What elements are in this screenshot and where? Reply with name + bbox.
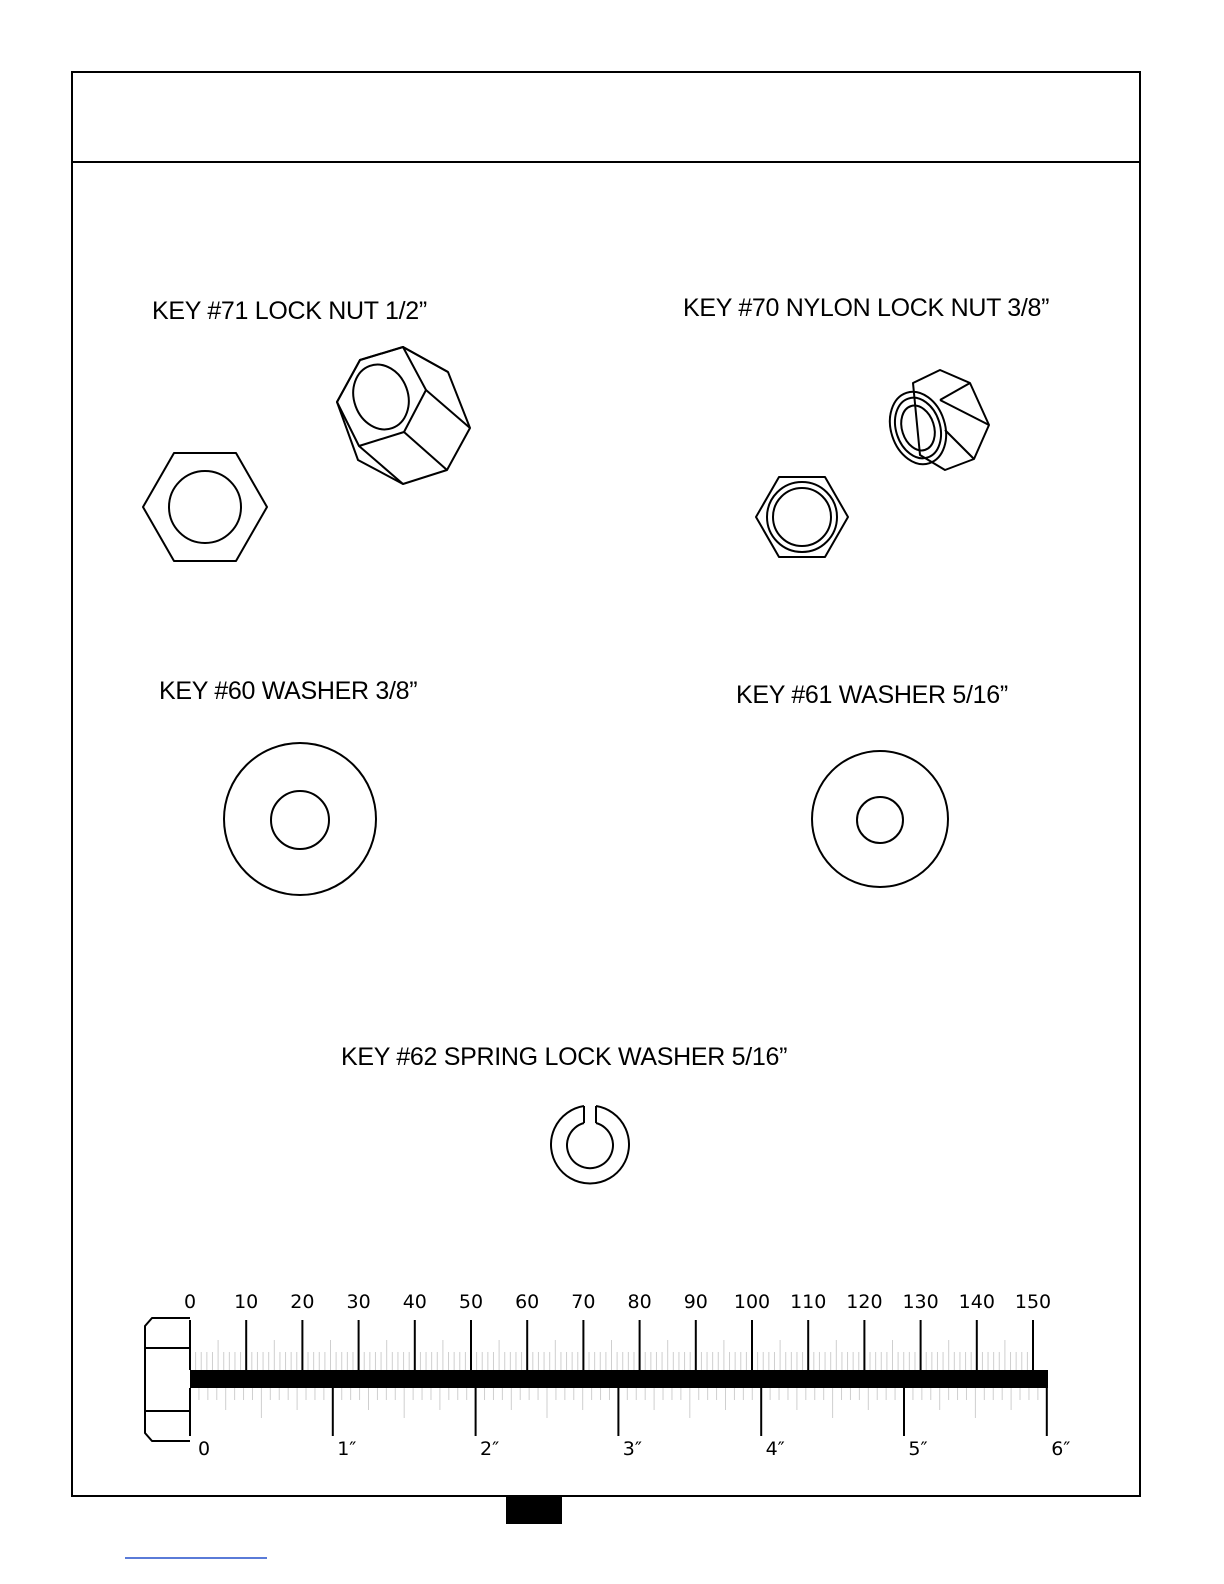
spring-lock-washer-label: KEY #62 SPRING LOCK WASHER 5/16”	[341, 1043, 788, 1071]
nylon-lock-nut-front-icon	[756, 477, 848, 557]
washer-3-8-icon	[224, 743, 376, 895]
lock-nut-iso-icon	[337, 347, 470, 484]
bolt-head-icon	[145, 1318, 190, 1441]
page-number-tab	[506, 1497, 562, 1524]
ruler-inch-labels	[198, 1438, 1070, 1460]
mm-label: 90	[683, 1291, 708, 1313]
mm-label: 140	[958, 1291, 995, 1313]
mm-label: 80	[627, 1291, 652, 1313]
inch-label: 2″	[480, 1438, 500, 1460]
inch-label: 0	[197, 1438, 211, 1460]
mm-label: 150	[1014, 1291, 1052, 1313]
lock-nut-front-icon	[143, 453, 267, 561]
inch-label: 5″	[908, 1438, 928, 1460]
nylon-lock-nut-iso-icon	[881, 370, 989, 472]
mm-label: 30	[346, 1291, 371, 1313]
mm-label: 130	[902, 1291, 939, 1313]
lock-nut-label: KEY #71 LOCK NUT 1/2”	[152, 297, 427, 325]
inch-label: 4″	[765, 1438, 785, 1460]
spring-lock-washer-icon	[551, 1106, 629, 1184]
mm-label: 40	[402, 1291, 427, 1313]
inch-label: 3″	[622, 1438, 642, 1460]
washer-5-16-icon	[812, 751, 948, 887]
ruler-mm-minor-ticks	[196, 1340, 1028, 1370]
mm-label: 110	[790, 1291, 827, 1313]
mm-label: 20	[290, 1291, 315, 1313]
mm-label: 100	[733, 1291, 771, 1313]
mm-label: 120	[846, 1291, 883, 1313]
mm-label: 0	[183, 1291, 197, 1313]
nylon-lock-nut-label: KEY #70 NYLON LOCK NUT 3/8”	[683, 294, 1050, 322]
inch-label: 6″	[1051, 1438, 1071, 1460]
mm-label: 50	[458, 1291, 484, 1313]
washer-5-16-label: KEY #61 WASHER 5/16”	[736, 681, 1008, 709]
washer-3-8-label: KEY #60 WASHER 3/8”	[159, 677, 418, 705]
ruler-mm-labels	[184, 1291, 1051, 1313]
inch-label: 1″	[337, 1438, 357, 1460]
mm-label: 10	[234, 1291, 259, 1313]
mm-label: 70	[571, 1291, 596, 1313]
mm-label: 60	[515, 1291, 540, 1313]
ruler-inch-ticks	[190, 1388, 1047, 1436]
footer-link-rule	[125, 1557, 267, 1559]
ruler-shaft	[190, 1370, 1048, 1388]
